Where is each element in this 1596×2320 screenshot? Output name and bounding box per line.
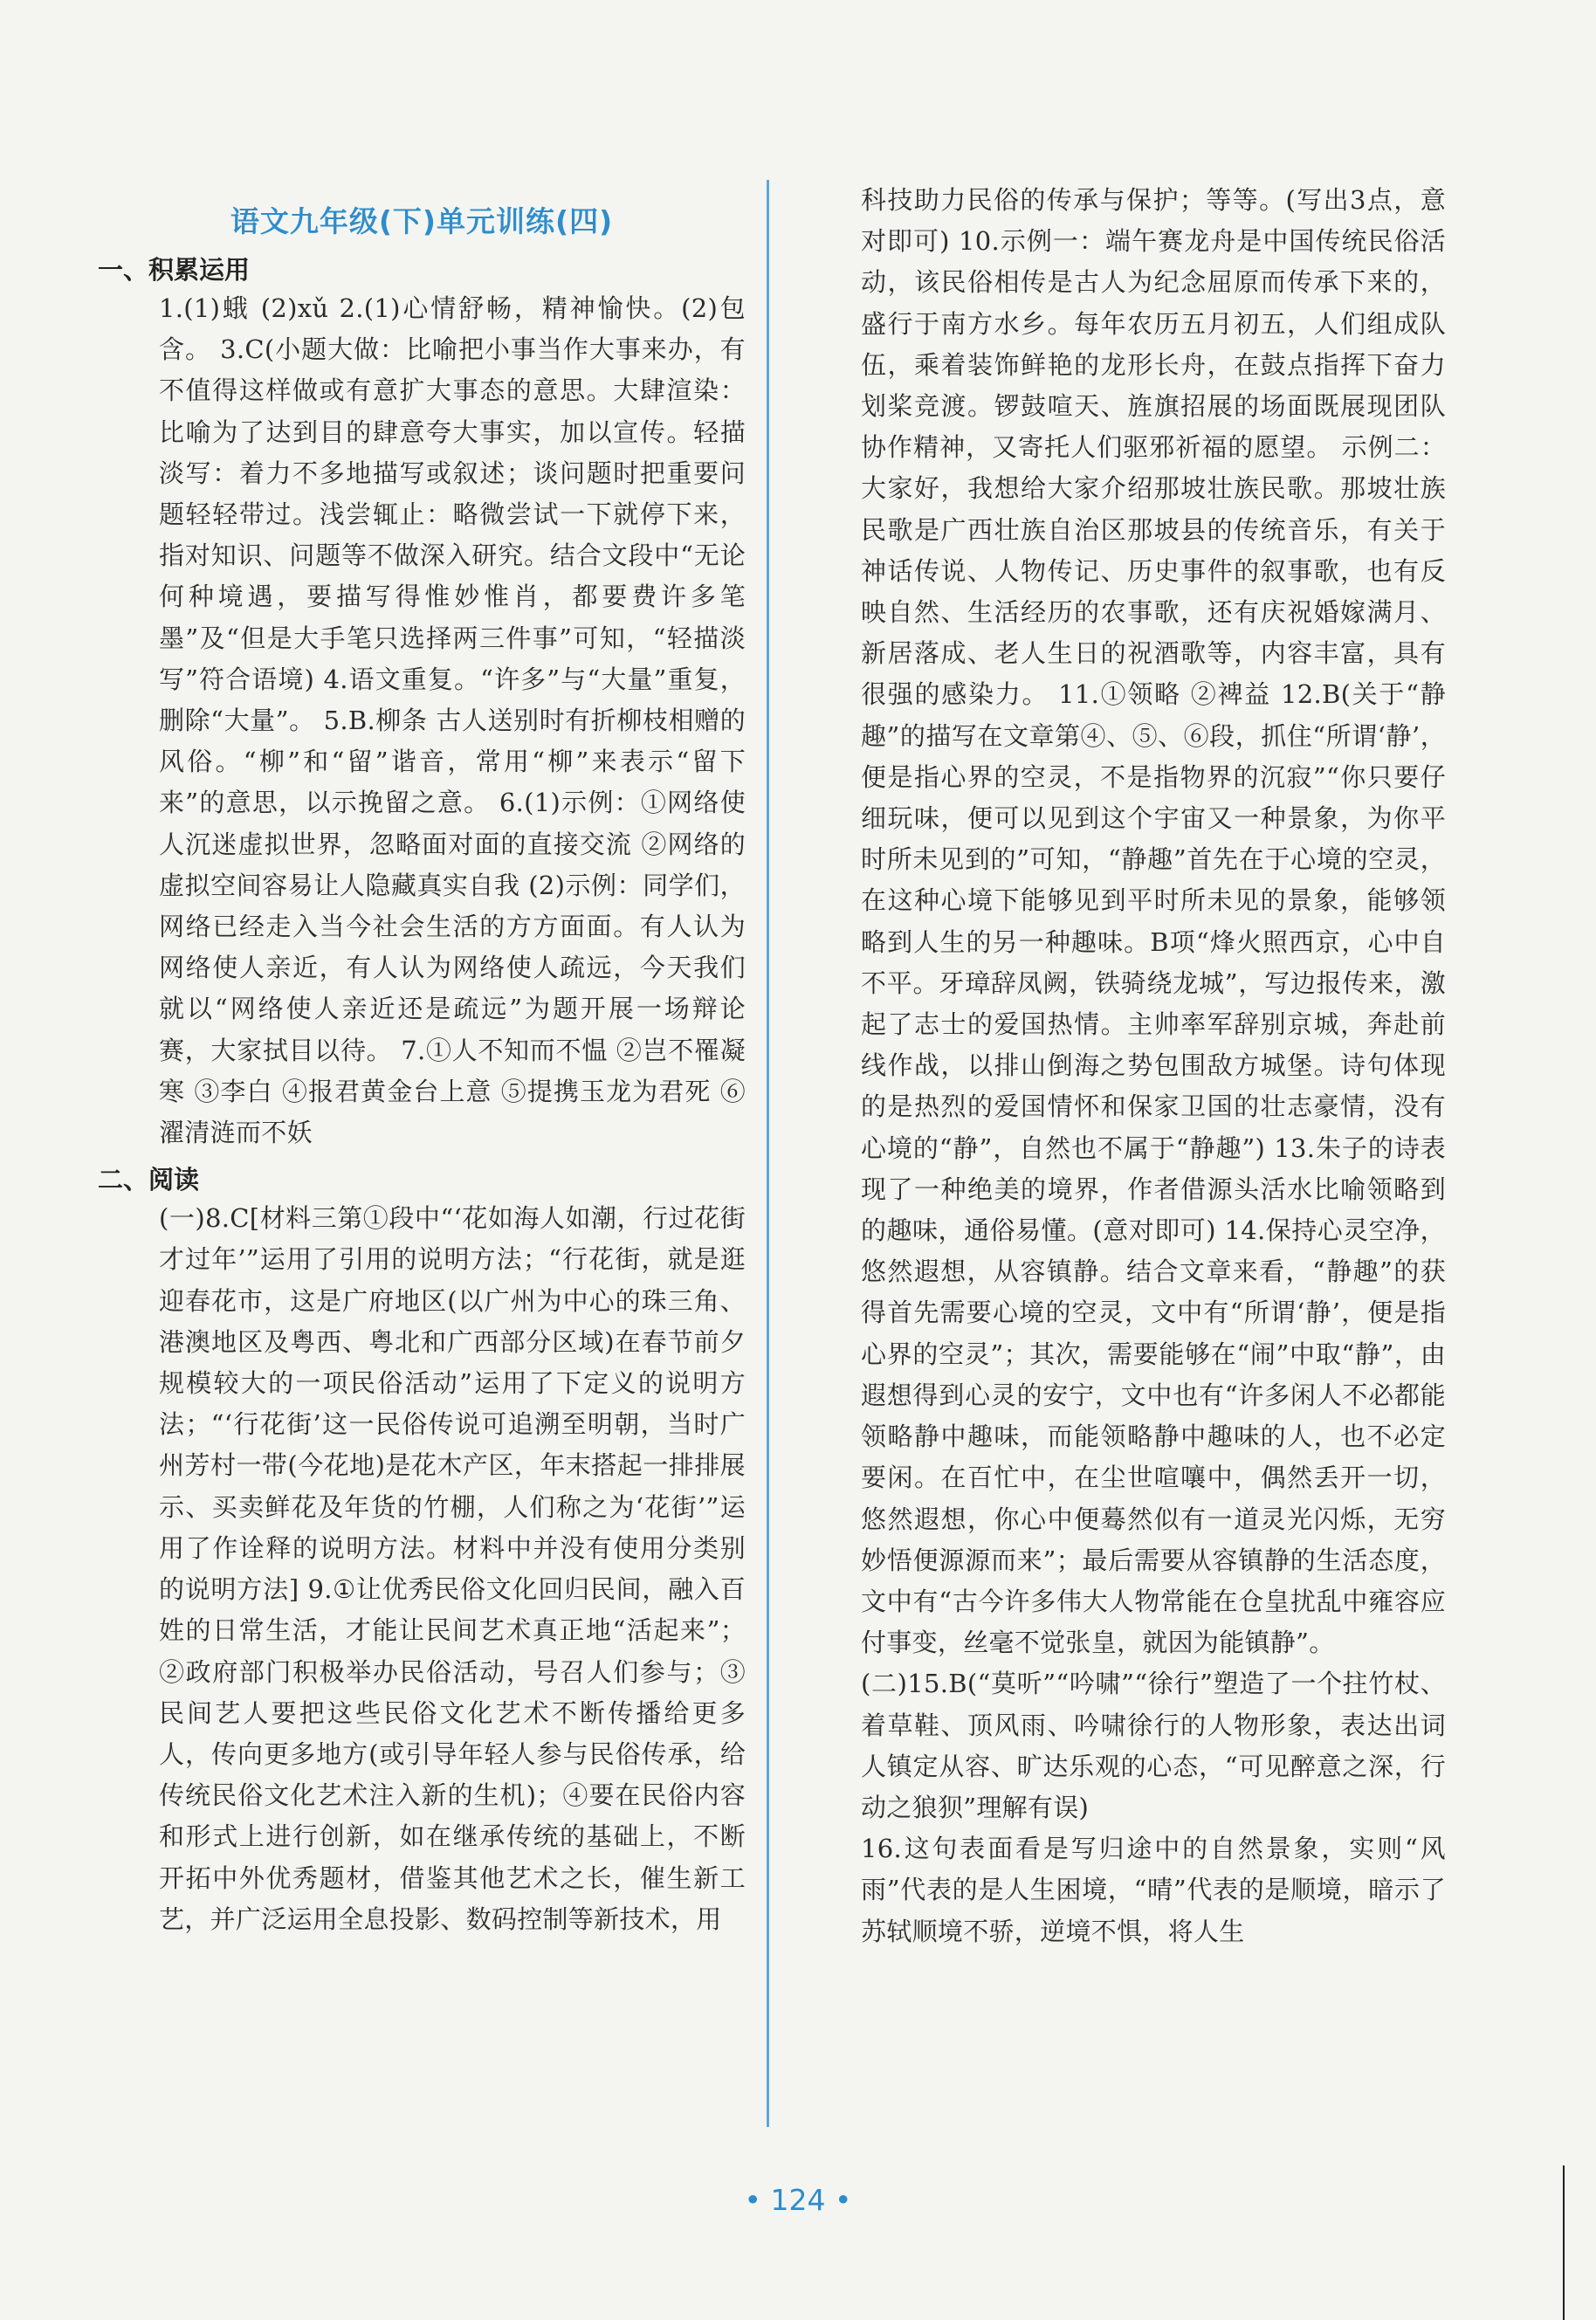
scan-edge-line	[1563, 2165, 1565, 2320]
section-heading-reading: 二、阅读	[98, 1165, 200, 1195]
answers-reading-part2: (二)15.B(“莫听”“吟啸”“徐行”塑造了一个拄竹杖、着草鞋、顶风雨、吟啸徐行的人物形象，表达出词人镇定从容、旷达乐观的心态，“可见醉意之深，行动之狼狈”理解有误)	[861, 1669, 1446, 1822]
column-divider	[767, 180, 769, 2127]
page-title: 语文九年级(下)单元训练(四)	[230, 204, 614, 238]
answers-accumulation: 1.(1)蛾 (2)xǔ 2.(1)心情舒畅，精神愉快。(2)包含。 3.C(小题大做：比喻把小事当作大事来办，有不值得这样做或有意扩大事态的意思。大肆渲染：比喻为了达到目的肆意夸大事实，加以宣传。轻描淡写：着力不多地描写或叙述；谈问题时把重要问题轻轻带过。浅尝辄止：略微尝试一下就停下来，指对知识、问题等不做深入研究。结合文段中“无论何种境遇，要描写得惟妙惟肖，都要费许多笔墨”及“但是大手笔只选择两三件事”可知，“轻描淡写”符合语境) 4.语文重复。“许多”与“大量”重复，删除“大量”。 5.B.柳条 古人送别时有折柳枝相赠的风俗。“柳”和“留”谐音，常用“柳”来表示“留下来”的意思，以示挽留之意。 6.(1)示例：①网络使人沉迷虚拟世界，忽略面对面的直接交流 ②网络的虚拟空间容易让人隐藏真实自我 (2)示例：同学们，网络已经走入当今社会生活的方方面面。有人认为网络使人亲近，有人认为网络使人疏远，今天我们就以“网络使人亲近还是疏远”为题开展一场辩论赛，大家拭目以待。 7.①人不知而不愠 ②岂不罹凝寒 ③李白 ④报君黄金台上意 ⑤提携玉龙为君死 ⑥濯清涟而不妖	[159, 293, 746, 1148]
right-column	[861, 180, 1446, 1952]
section-heading-accumulation: 一、积累运用	[98, 255, 251, 285]
page-number: • 124 •	[744, 2183, 852, 2217]
left-column	[98, 180, 746, 1940]
answers-reading-part1: (一)8.C[材料三第①段中“‘花如海人如潮，行过花街才过年’”运用了引用的说明方法；“行花街，就是逛迎春花市，这是广府地区(以广州为中心的珠三角、港澳地区及粤西、粤北和广西部分区域)在春节前夕规模较大的一项民俗活动”运用了下定义的说明方法；“‘行花街’这一民俗传说可追溯至明朝，当时广州芳村一带(今花地)是花木产区，年末搭起一排排展示、买卖鲜花及年货的竹棚，人们称之为‘花街’”运用了作诠释的说明方法。材料中并没有使用分类别的说明方法] 9.①让优秀民俗文化回归民间，融入百姓的日常生活，才能让民间艺术真正地“活起来”；②政府部门积极举办民俗活动，号召人们参与；③民间艺人要把这些民俗文化艺术不断传播给更多人，传向更多地方(或引导年轻人参与民俗传承，给传统民俗文化艺术注入新的生机)；④要在民俗内容和形式上进行创新，如在继承传统的基础上，不断开拓中外优秀题材，借鉴其他艺术之长，催生新工艺，并广泛运用全息投影、数码控制等新技术，用	[159, 1203, 746, 1934]
answers-reading-part3: 16.这句表面看是写归途中的自然景象，实则“风雨”代表的是人生困境，“晴”代表的是顺境，暗示了苏轼顺境不骄，逆境不惧，将人生	[861, 1834, 1446, 1946]
answers-reading-part1-continued: 科技助力民俗的传承与保护；等等。(写出3点，意对即可) 10.示例一：端午赛龙舟是中国传统民俗活动，该民俗相传是古人为纪念屈原而传承下来的，盛行于南方水乡。每年农历五月初五，人们组成队伍，乘着装饰鲜艳的龙形长舟，在鼓点指挥下奋力划桨竞渡。锣鼓喧天、旌旗招展的场面既展现团队协作精神，又寄托人们驱邪祈福的愿望。 示例二：大家好，我想给大家介绍那坡壮族民歌。那坡壮族民歌是广西壮族自治区那坡县的传统音乐，有关于神话传说、人物传记、历史事件的叙事歌，也有反映自然、生活经历的农事歌，还有庆祝婚嫁满月、新居落成、老人生日的祝酒歌等，内容丰富，具有很强的感染力。 11.①领略 ②裨益 12.B(关于“静趣”的描写在文章第④、⑤、⑥段，抓住“所谓‘静’，便是指心界的空灵，不是指物界的沉寂”“你只要仔细玩味，便可以见到这个宇宙又一种景象，为你平时所未见到的”可知，“静趣”首先在于心境的空灵，在这种心境下能够见到平时所未见的景象，能够领略到人生的另一种趣味。B项“烽火照西京，心中自不平。牙璋辞凤阙，铁骑绕龙城”，写边报传来，激起了志士的爱国热情。主帅率军辞别京城，奔赴前线作战，以排山倒海之势包围敌方城堡。诗句体现的是热烈的爱国情怀和保家卫国的壮志豪情，没有心境的“静”，自然也不属于“静趣”) 13.朱子的诗表现了一种绝美的境界，作者借源头活水比喻领略到的趣味，通俗易懂。(意对即可) 14.保持心灵空净，悠然遐想，从容镇静。结合文章来看，“静趣”的获得首先需要心境的空灵，文中有“所谓‘静’，便是指心界的空灵”；其次，需要能够在“闹”中取“静”，由遐想得到心灵的安宁，文中也有“许多闲人不必都能领略静中趣味，而能领略静中趣味的人，也不必定要闲。在百忙中，在尘世喧嚷中，偶然丢开一切，悠然遐想，你心中便蓦然似有一道灵光闪烁，无穷妙悟便源源而来”；最后需要从容镇静的生活态度，文中有“古今许多伟大人物常能在仓皇扰乱中雍容应付事变，丝毫不觉张皇，就因为能镇静”。	[861, 185, 1446, 1658]
